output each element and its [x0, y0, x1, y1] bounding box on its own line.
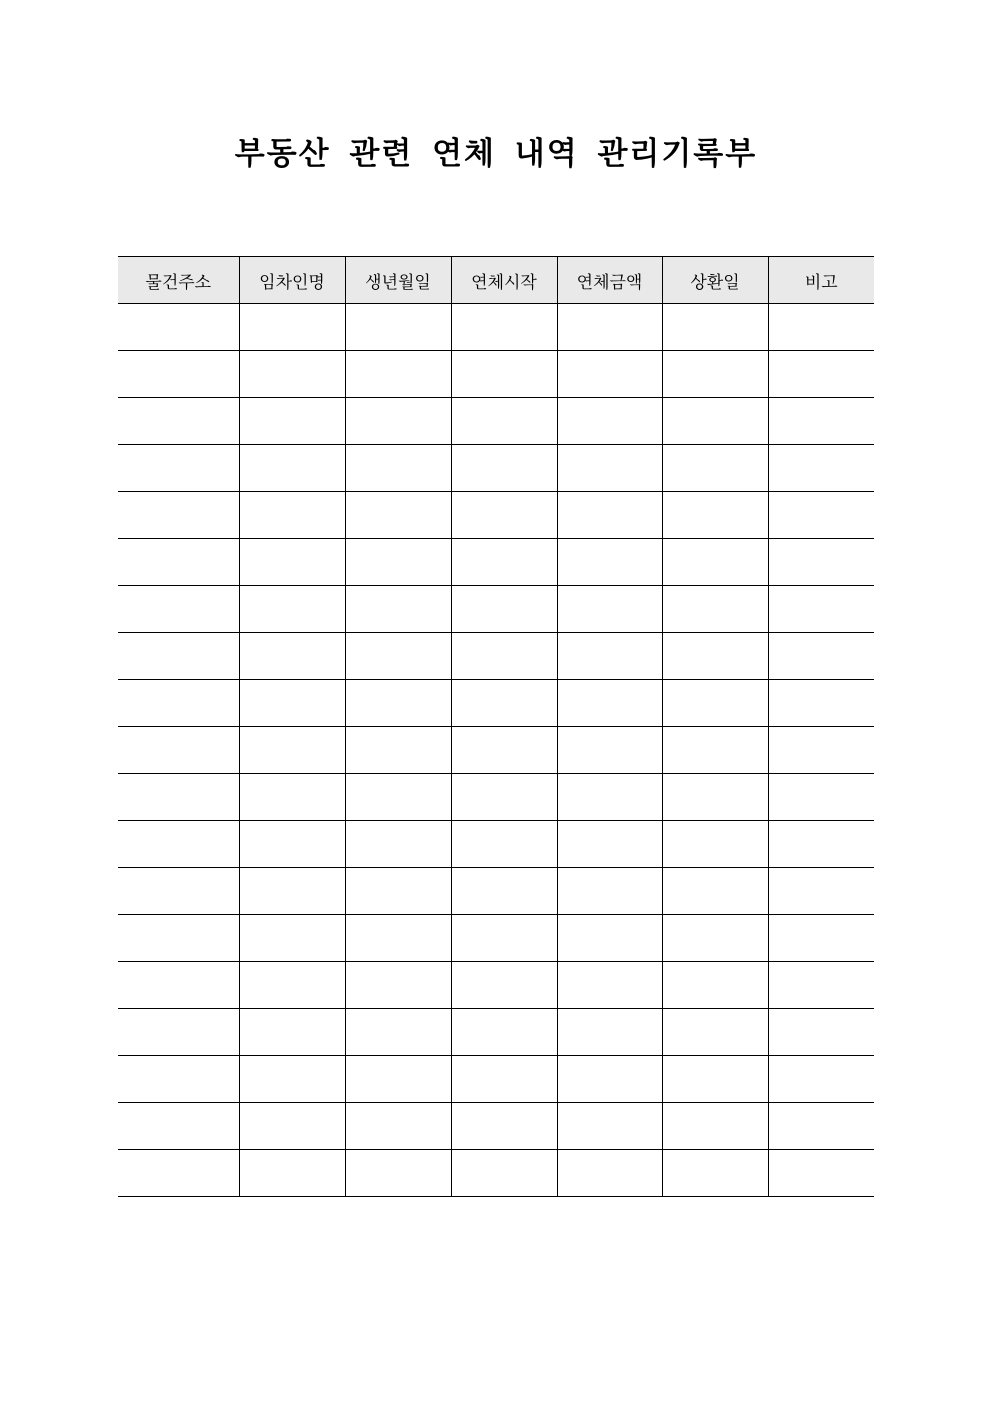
table-row	[118, 774, 874, 821]
cell-property-address[interactable]	[118, 1103, 239, 1150]
cell-overdue-amount[interactable]	[557, 304, 662, 351]
cell-overdue-start[interactable]	[451, 1103, 557, 1150]
cell-overdue-start[interactable]	[451, 774, 557, 821]
cell-tenant-name[interactable]	[239, 915, 345, 962]
cell-repayment-date[interactable]	[662, 1150, 768, 1197]
header-tenant-name: 임차인명	[239, 257, 345, 304]
cell-property-address[interactable]	[118, 868, 239, 915]
cell-tenant-name[interactable]	[239, 586, 345, 633]
cell-tenant-name[interactable]	[239, 821, 345, 868]
cell-overdue-amount[interactable]	[557, 774, 662, 821]
table-row	[118, 1150, 874, 1197]
cell-remarks[interactable]	[768, 586, 874, 633]
cell-property-address[interactable]	[118, 915, 239, 962]
cell-overdue-amount[interactable]	[557, 727, 662, 774]
cell-overdue-start[interactable]	[451, 492, 557, 539]
header-remarks: 비고	[768, 257, 874, 304]
cell-remarks[interactable]	[768, 821, 874, 868]
cell-repayment-date[interactable]	[662, 1056, 768, 1103]
header-property-address: 물건주소	[118, 257, 239, 304]
cell-repayment-date[interactable]	[662, 398, 768, 445]
cell-remarks[interactable]	[768, 868, 874, 915]
table-row	[118, 492, 874, 539]
cell-tenant-name[interactable]	[239, 680, 345, 727]
cell-overdue-amount[interactable]	[557, 398, 662, 445]
cell-overdue-amount[interactable]	[557, 868, 662, 915]
cell-repayment-date[interactable]	[662, 727, 768, 774]
cell-tenant-name[interactable]	[239, 351, 345, 398]
cell-repayment-date[interactable]	[662, 304, 768, 351]
cell-overdue-amount[interactable]	[557, 962, 662, 1009]
cell-property-address[interactable]	[118, 351, 239, 398]
cell-birth-date[interactable]	[345, 633, 451, 680]
cell-property-address[interactable]	[118, 492, 239, 539]
table-row	[118, 586, 874, 633]
cell-property-address[interactable]	[118, 586, 239, 633]
cell-remarks[interactable]	[768, 774, 874, 821]
table-row	[118, 445, 874, 492]
cell-remarks[interactable]	[768, 727, 874, 774]
cell-overdue-amount[interactable]	[557, 680, 662, 727]
cell-remarks[interactable]	[768, 1056, 874, 1103]
cell-birth-date[interactable]	[345, 586, 451, 633]
cell-overdue-start[interactable]	[451, 445, 557, 492]
cell-remarks[interactable]	[768, 398, 874, 445]
cell-overdue-amount[interactable]	[557, 821, 662, 868]
cell-birth-date[interactable]	[345, 1150, 451, 1197]
cell-overdue-start[interactable]	[451, 727, 557, 774]
table-row	[118, 680, 874, 727]
cell-overdue-start[interactable]	[451, 821, 557, 868]
cell-overdue-amount[interactable]	[557, 1103, 662, 1150]
cell-overdue-amount[interactable]	[557, 915, 662, 962]
table-row	[118, 915, 874, 962]
cell-overdue-amount[interactable]	[557, 1056, 662, 1103]
cell-tenant-name[interactable]	[239, 1103, 345, 1150]
cell-birth-date[interactable]	[345, 680, 451, 727]
cell-repayment-date[interactable]	[662, 492, 768, 539]
cell-property-address[interactable]	[118, 680, 239, 727]
cell-repayment-date[interactable]	[662, 1103, 768, 1150]
header-birth-date: 생년월일	[345, 257, 451, 304]
cell-overdue-start[interactable]	[451, 633, 557, 680]
cell-remarks[interactable]	[768, 304, 874, 351]
cell-overdue-amount[interactable]	[557, 492, 662, 539]
cell-repayment-date[interactable]	[662, 868, 768, 915]
cell-tenant-name[interactable]	[239, 539, 345, 586]
document-title: 부동산 관련 연체 내역 관리기록부	[234, 136, 758, 172]
cell-tenant-name[interactable]	[239, 1056, 345, 1103]
cell-remarks[interactable]	[768, 680, 874, 727]
cell-birth-date[interactable]	[345, 1009, 451, 1056]
cell-overdue-start[interactable]	[451, 1009, 557, 1056]
cell-property-address[interactable]	[118, 539, 239, 586]
cell-property-address[interactable]	[118, 821, 239, 868]
cell-birth-date[interactable]	[345, 1056, 451, 1103]
cell-remarks[interactable]	[768, 962, 874, 1009]
cell-birth-date[interactable]	[345, 821, 451, 868]
cell-property-address[interactable]	[118, 727, 239, 774]
cell-birth-date[interactable]	[345, 445, 451, 492]
cell-birth-date[interactable]	[345, 868, 451, 915]
cell-tenant-name[interactable]	[239, 633, 345, 680]
table-row	[118, 1056, 874, 1103]
cell-birth-date[interactable]	[345, 398, 451, 445]
table-row	[118, 539, 874, 586]
cell-overdue-amount[interactable]	[557, 1009, 662, 1056]
cell-birth-date[interactable]	[345, 727, 451, 774]
header-repayment-date: 상환일	[662, 257, 768, 304]
cell-tenant-name[interactable]	[239, 398, 345, 445]
table-row	[118, 1009, 874, 1056]
table-row	[118, 398, 874, 445]
cell-repayment-date[interactable]	[662, 821, 768, 868]
cell-property-address[interactable]	[118, 398, 239, 445]
cell-overdue-amount[interactable]	[557, 445, 662, 492]
cell-birth-date[interactable]	[345, 539, 451, 586]
cell-property-address[interactable]	[118, 962, 239, 1009]
cell-tenant-name[interactable]	[239, 1150, 345, 1197]
cell-repayment-date[interactable]	[662, 633, 768, 680]
table-row	[118, 868, 874, 915]
cell-birth-date[interactable]	[345, 915, 451, 962]
cell-repayment-date[interactable]	[662, 915, 768, 962]
cell-birth-date[interactable]	[345, 962, 451, 1009]
table-row	[118, 304, 874, 351]
cell-overdue-start[interactable]	[451, 962, 557, 1009]
cell-overdue-amount[interactable]	[557, 1150, 662, 1197]
cell-remarks[interactable]	[768, 492, 874, 539]
header-overdue-amount: 연체금액	[557, 257, 662, 304]
cell-overdue-start[interactable]	[451, 539, 557, 586]
cell-property-address[interactable]	[118, 445, 239, 492]
cell-overdue-amount[interactable]	[557, 586, 662, 633]
cell-repayment-date[interactable]	[662, 1009, 768, 1056]
table-row	[118, 1103, 874, 1150]
cell-birth-date[interactable]	[345, 304, 451, 351]
cell-property-address[interactable]	[118, 1056, 239, 1103]
header-overdue-start: 연체시작	[451, 257, 557, 304]
cell-remarks[interactable]	[768, 633, 874, 680]
cell-remarks[interactable]	[768, 1103, 874, 1150]
cell-property-address[interactable]	[118, 304, 239, 351]
cell-repayment-date[interactable]	[662, 539, 768, 586]
cell-tenant-name[interactable]	[239, 1009, 345, 1056]
table-header-row	[118, 257, 874, 304]
cell-overdue-start[interactable]	[451, 868, 557, 915]
cell-tenant-name[interactable]	[239, 445, 345, 492]
cell-remarks[interactable]	[768, 445, 874, 492]
cell-overdue-start[interactable]	[451, 1056, 557, 1103]
cell-repayment-date[interactable]	[662, 680, 768, 727]
cell-repayment-date[interactable]	[662, 445, 768, 492]
cell-overdue-start[interactable]	[451, 398, 557, 445]
cell-tenant-name[interactable]	[239, 304, 345, 351]
cell-birth-date[interactable]	[345, 774, 451, 821]
cell-tenant-name[interactable]	[239, 492, 345, 539]
cell-overdue-start[interactable]	[451, 915, 557, 962]
cell-overdue-start[interactable]	[451, 1150, 557, 1197]
table-row	[118, 351, 874, 398]
table-row	[118, 962, 874, 1009]
cell-repayment-date[interactable]	[662, 774, 768, 821]
cell-overdue-amount[interactable]	[557, 351, 662, 398]
table-body	[118, 304, 874, 1197]
cell-repayment-date[interactable]	[662, 962, 768, 1009]
cell-remarks[interactable]	[768, 1150, 874, 1197]
cell-tenant-name[interactable]	[239, 962, 345, 1009]
cell-birth-date[interactable]	[345, 351, 451, 398]
cell-tenant-name[interactable]	[239, 774, 345, 821]
table-row	[118, 821, 874, 868]
cell-repayment-date[interactable]	[662, 586, 768, 633]
table-row	[118, 633, 874, 680]
cell-overdue-start[interactable]	[451, 586, 557, 633]
cell-property-address[interactable]	[118, 774, 239, 821]
cell-remarks[interactable]	[768, 539, 874, 586]
cell-remarks[interactable]	[768, 915, 874, 962]
cell-birth-date[interactable]	[345, 492, 451, 539]
overdue-ledger-table	[118, 256, 874, 1197]
cell-overdue-amount[interactable]	[557, 539, 662, 586]
table-row	[118, 727, 874, 774]
cell-tenant-name[interactable]	[239, 727, 345, 774]
cell-repayment-date[interactable]	[662, 351, 768, 398]
cell-remarks[interactable]	[768, 351, 874, 398]
cell-overdue-start[interactable]	[451, 680, 557, 727]
cell-overdue-start[interactable]	[451, 304, 557, 351]
cell-property-address[interactable]	[118, 1150, 239, 1197]
cell-birth-date[interactable]	[345, 1103, 451, 1150]
cell-property-address[interactable]	[118, 1009, 239, 1056]
cell-overdue-amount[interactable]	[557, 633, 662, 680]
cell-tenant-name[interactable]	[239, 868, 345, 915]
cell-overdue-start[interactable]	[451, 351, 557, 398]
cell-property-address[interactable]	[118, 633, 239, 680]
cell-remarks[interactable]	[768, 1009, 874, 1056]
